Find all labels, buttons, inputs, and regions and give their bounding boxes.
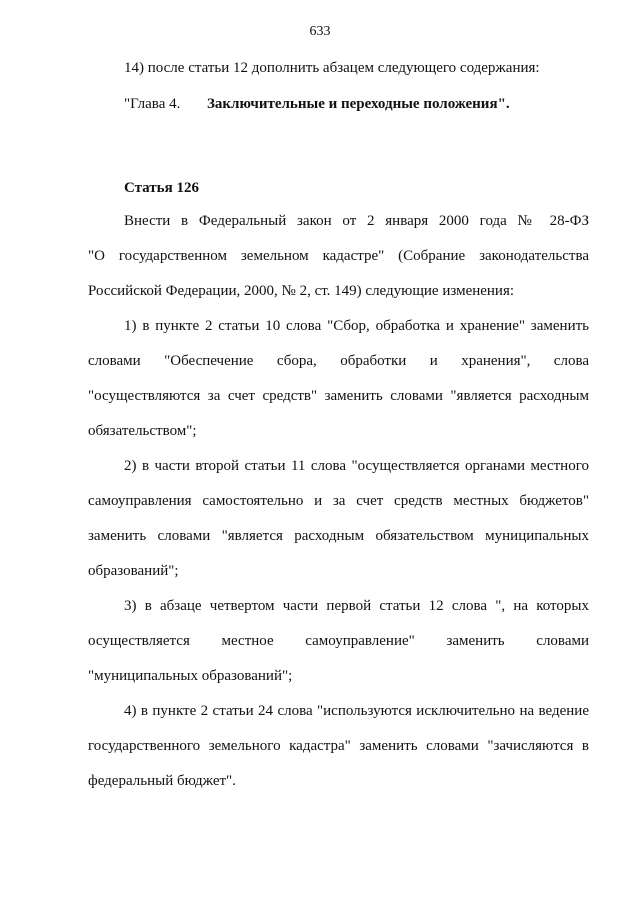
intro-line: 14) после статьи 12 дополнить абзацем следующего содержания: <box>124 60 540 76</box>
paragraph-line: федеральный бюджет". <box>88 773 236 789</box>
paragraph-line: Российской Федерации, 2000, № 2, ст. 149) следующие изменения: <box>88 283 515 299</box>
paragraph-line: Внести в Федеральный закон от 2 января 2000 года № 28-ФЗ <box>124 213 589 229</box>
paragraph-line: словами "Обеспечение сбора, обработки и хранения", слова <box>88 353 589 369</box>
paragraph-line: "муниципальных образований"; <box>88 668 293 684</box>
paragraph-line: самоуправления самостоятельно и за счет средств местных бюджетов" <box>88 493 589 509</box>
page-number: 633 <box>309 24 331 39</box>
paragraph-line: 4) в пункте 2 статьи 24 слова "используются исключительно на ведение <box>124 703 589 719</box>
paragraph-line: 1) в пункте 2 статьи 10 слова "Сбор, обработка и хранение" заменить <box>124 318 589 334</box>
chapter-label: "Глава 4. <box>124 96 181 112</box>
paragraph-line: 3) в абзаце четвертом части первой статьи 12 слова ", на которых <box>124 598 589 614</box>
paragraph-line: обязательством"; <box>88 423 197 439</box>
paragraph-line: государственного земельного кадастра" заменить словами "зачисляются в <box>88 738 589 754</box>
chapter-title: Заключительные и переходные положения". <box>207 96 510 112</box>
paragraph-line: заменить словами "является расходным обязательством муниципальных <box>88 528 589 544</box>
paragraph-line: образований"; <box>88 563 179 579</box>
paragraph-line: "осуществляются за счет средств" заменить словами "является расходным <box>88 388 589 404</box>
article-heading: Статья 126 <box>124 180 199 196</box>
paragraph-line: "О государственном земельном кадастре" (Собрание законодательства <box>88 248 589 264</box>
paragraph-line: осуществляется местное самоуправление" заменить словами <box>88 633 589 649</box>
paragraph-line: 2) в части второй статьи 11 слова "осуществляется органами местного <box>124 458 589 474</box>
